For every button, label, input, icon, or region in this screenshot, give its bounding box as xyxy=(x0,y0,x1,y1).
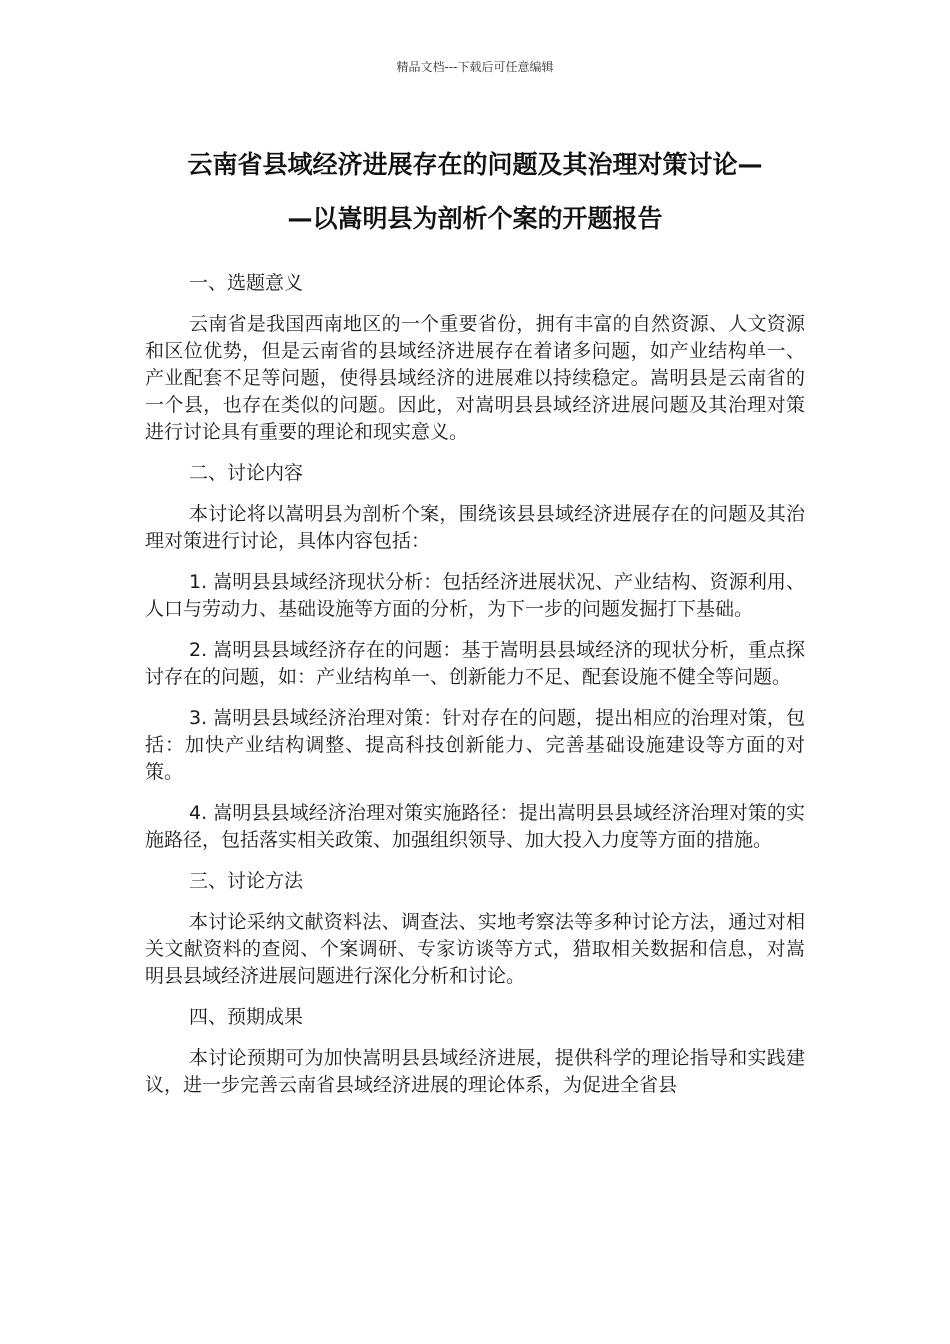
list-item-4: 4. 嵩明县县域经济治理对策实施路径：提出嵩明县县域经济治理对策的实施路径，包括落实相关政策、加强组织领导、加大投入力度等方面的措施。 xyxy=(145,802,805,851)
list-item-2: 2. 嵩明县县域经济存在的问题：基于嵩明县县域经济的现状分析，重点探讨存在的问题，如：产业结构单一、创新能力不足、配套设施不健全等问题。 xyxy=(145,639,805,688)
section-heading-outcomes: 四、预期成果 xyxy=(189,1006,304,1028)
list-item-3: 3. 嵩明县县域经济治理对策：针对存在的问题，提出相应的治理对策，包括：加快产业结构调整、提高科技创新能力、完善基础设施建设等方面的对策。 xyxy=(145,707,805,783)
list-item-1: 1. 嵩明县县域经济现状分析：包括经济进展状况、产业结构、资源利用、人口与劳动力、基础设施等方面的分析，为下一步的问题发掘打下基础。 xyxy=(145,571,805,620)
section-heading-content: 二、讨论内容 xyxy=(189,462,304,484)
paragraph-method: 本讨论采纳文献资料法、调查法、实地考察法等多种讨论方法，通过对相关文献资料的查阅、个案调研、专家访谈等方式，猎取相关数据和信息，对嵩明县县域经济进展问题进行深化分析和讨论。 xyxy=(145,911,805,987)
document-body xyxy=(145,270,805,1099)
section-heading-significance: 一、选题意义 xyxy=(189,272,304,294)
page-header-note: 精品文档---下载后可任意编辑 xyxy=(396,60,554,74)
document-title xyxy=(145,138,805,246)
paragraph-significance: 云南省是我国西南地区的一个重要省份，拥有丰富的自然资源、人文资源和区位优势，但是云南省的县域经济进展存在着诸多问题，如产业结构单一、产业配套不足等问题，使得县域经济的进展难以持续稳定。嵩明县是云南省的一个县，也存在类似的问题。因此，对嵩明县县域经济进展问题及其治理对策进行讨论具有重要的理论和现实意义。 xyxy=(145,313,805,443)
title-line-1: 云南省县域经济进展存在的问题及其治理对策讨论— xyxy=(187,150,763,179)
section-heading-method: 三、讨论方法 xyxy=(189,870,304,892)
paragraph-content-intro: 本讨论将以嵩明县为剖析个案，围绕该县县域经济进展存在的问题及其治理对策进行讨论，具体内容包括： xyxy=(145,503,805,552)
title-line-2: —以嵩明县为剖析个案的开题报告 xyxy=(287,204,663,233)
paragraph-outcomes: 本讨论预期可为加快嵩明县县域经济进展，提供科学的理论指导和实践建议，进一步完善云南省县域经济进展的理论体系，为促进全省县 xyxy=(145,1047,805,1096)
